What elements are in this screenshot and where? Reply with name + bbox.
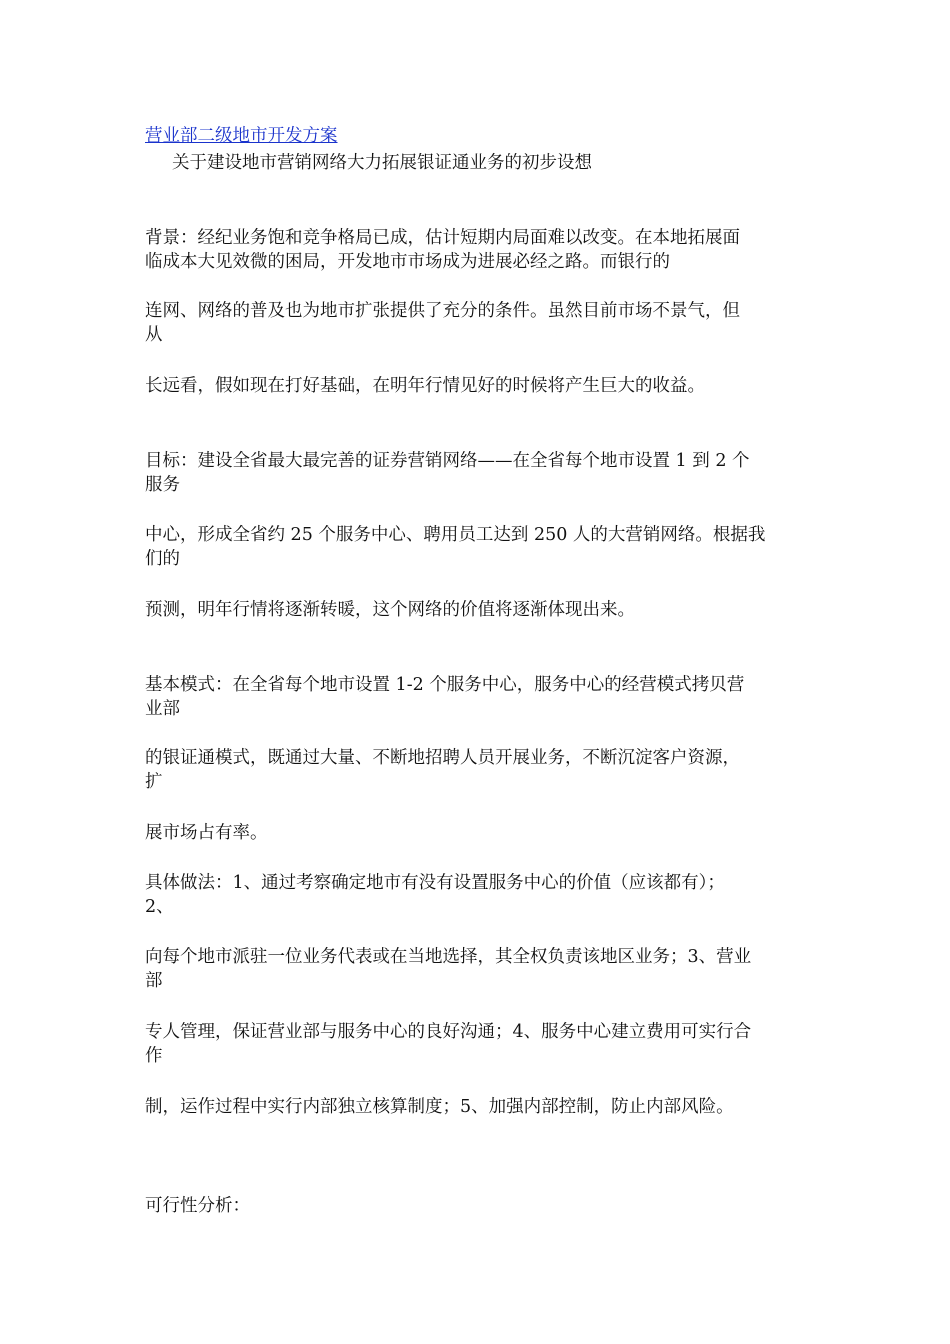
model-paragraph-line: 的银证通模式，既通过大量、不断地招聘人员开展业务，不断沉淀客户资源， xyxy=(145,748,740,768)
method-paragraph-line: 向每个地市派驻一位业务代表或在当地选择，其全权负责该地区业务；3、营业 xyxy=(145,947,752,967)
method-paragraph-line: 专人管理，保证营业部与服务中心的良好沟通；4、服务中心建立费用可实行合 xyxy=(145,1022,752,1042)
model-paragraph-line: 展市场占有率。 xyxy=(145,823,268,843)
goal-paragraph-line: 们的 xyxy=(145,549,180,569)
model-paragraph-line: 业部 xyxy=(145,699,180,719)
feasibility-heading: 可行性分析： xyxy=(145,1196,250,1216)
method-paragraph-line: 制，运作过程中实行内部独立核算制度；5、加强内部控制，防止内部风险。 xyxy=(145,1097,734,1117)
background-paragraph-line: 从 xyxy=(145,325,163,345)
goal-paragraph-line: 目标：建设全省最大最完善的证券营销网络——在全省每个地市设置 1 到 2 个 xyxy=(145,451,750,471)
goal-paragraph-line: 中心，形成全省约 25 个服务中心、聘用员工达到 250 人的大营销网络。根据我 xyxy=(145,525,766,545)
document-subtitle: 关于建设地市营销网络大力拓展银证通业务的初步设想 xyxy=(172,153,592,173)
background-paragraph-line: 临成本大见效微的困局，开发地市市场成为进展必经之路。而银行的 xyxy=(145,252,670,272)
background-paragraph-line: 长远看，假如现在打好基础，在明年行情见好的时候将产生巨大的收益。 xyxy=(145,376,705,396)
model-paragraph-line: 基本模式：在全省每个地市设置 1-2 个服务中心，服务中心的经营模式拷贝营 xyxy=(145,675,745,695)
document-title-link[interactable]: 营业部二级地市开发方案 xyxy=(145,126,338,146)
goal-paragraph-line: 预测，明年行情将逐渐转暖，这个网络的价值将逐渐体现出来。 xyxy=(145,600,635,620)
goal-paragraph-line: 服务 xyxy=(145,475,180,495)
method-paragraph-line: 作 xyxy=(145,1046,163,1066)
background-paragraph-line: 连网、网络的普及也为地市扩张提供了充分的条件。虽然目前市场不景气，但 xyxy=(145,301,740,321)
method-paragraph-line: 部 xyxy=(145,971,163,991)
method-paragraph-line: 2、 xyxy=(145,897,174,917)
model-paragraph-line: 扩 xyxy=(145,772,163,792)
method-paragraph-line: 具体做法：1、通过考察确定地市有没有设置服务中心的价值（应该都有）； xyxy=(145,873,725,893)
background-paragraph-line: 背景：经纪业务饱和竞争格局已成，估计短期内局面难以改变。在本地拓展面 xyxy=(145,228,740,248)
